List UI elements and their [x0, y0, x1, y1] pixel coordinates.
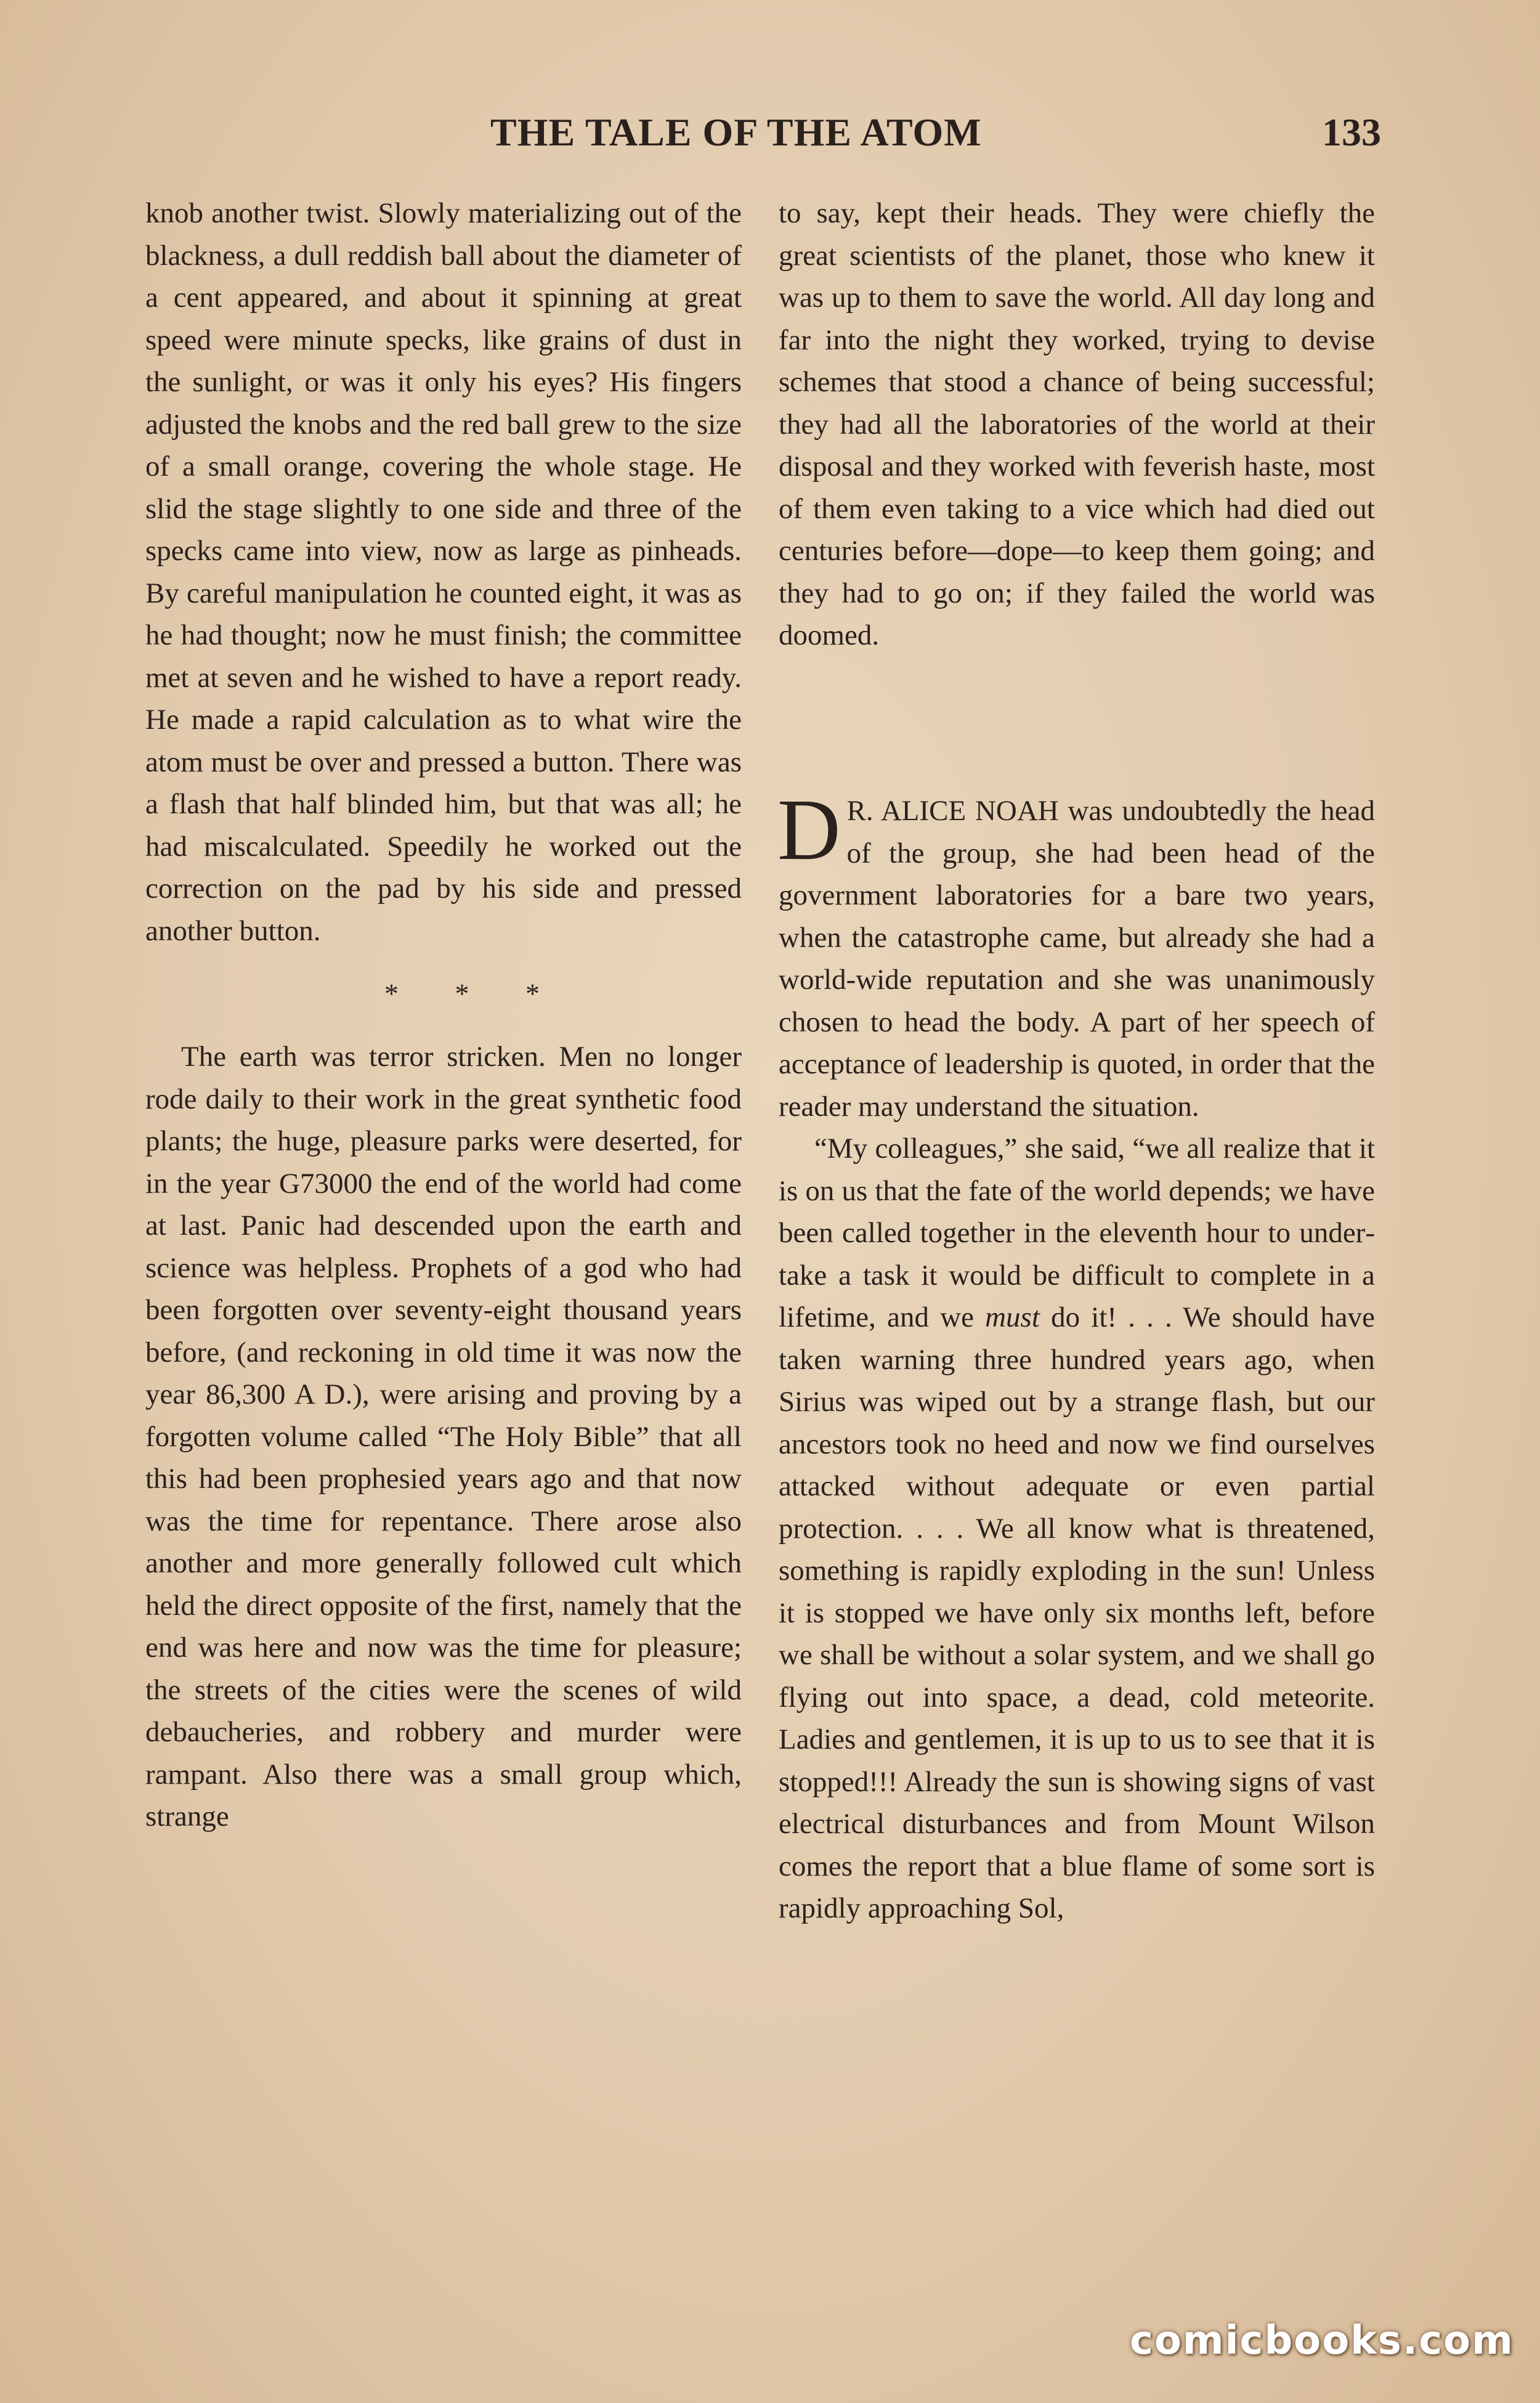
paragraph: The earth was terror stricken. Men no longer rode daily to their work in the great synthetic food plants; the huge, pleasure parks were deserted, for in the year G73000 the end of the world had come at last. Panic had descended upon the earth and science was helpless. Prophets of a god who had been forgotten over seventy-eight thousand years before, (and reckoning in old time it was now the year 86,300 A D.), were arising and proving by a forgotten volume called “The Holy Bible” that all this had been prophesied years ago and that now was the time for repentance. There arose also another and more generally followed cult which held the direct opposite of the first, namely that the end was here and now was the time for pleasure; the streets of the cities were the scenes of wild debaucheries, and robbery and murder were rampant. Also there was a small group which, strange [145, 1041, 742, 1832]
paragraph-text: R. ALICE NOAH was undoubtedly the head of the group, she had been head of the government laboratories for a bare two years, when the catastrophe came, but already she had a world-wide reputation and she was unanimously chosen to head the body. A part of her speech of acceptance of leadership is quoted, in order that the reader may understand the situation. [779, 795, 1375, 1123]
left-column [145, 192, 742, 1838]
page-header [0, 110, 1540, 165]
right-column-top [779, 192, 1375, 657]
running-title: THE TALE OF THE ATOM [490, 110, 982, 154]
paragraph: knob another twist. Slowly materializing out of the blackness, a dull reddish ball about the diameter of a cent appeared, and about it spinning at great speed were minute specks, like grains of dust in the sunlight, or was it only his eyes? His fingers adjusted the knobs and the red ball grew to the size of a small orange, covering the whole stage. He slid the stage slightly to one side and three of the specks came into view, now as large as pinheads. By careful manipulation he counted eight, it was as he had thought; now he must finish; the committee met at seven and he wished to have a report ready. He made a rapid calculation as to what wire the atom must be over and pressed a button. There was a flash that half blinded him, but that was all; he had miscalculated. Speedily he worked out the correction on the pad by his side and pressed another button. [145, 197, 742, 947]
emphasis: must [985, 1301, 1040, 1333]
speech-paragraph [779, 1128, 1375, 1930]
speech-text-end: do it! . . . We should have taken warning three hundred years ago, when Sirius was wiped out by a strange flash, but our ancestors took no heed and now we find ourselves attacked without adequate or even partial protection. . . . We all know what is threatened, something is rapidly exploding in the sun! Unless it is stopped we have only six months left, before we shall be without a solar system, and we shall go flying out into space, a dead, cold meteorite. Ladies and gentlemen, it is up to us to see that it is stopped!!! Already the sun is showing signs of vast electrical disturbances and from Mount Wilson comes the report that a blue flame of some sort is rapidly approaching Sol, [779, 1301, 1376, 1924]
speech-text-start: “My colleagues,” she said, “we all realize that it is on us that the fate of the world depends; we have been called together in the eleventh hour to undertake a task it would be difficult to complete in a lifetime, and we [779, 1132, 1375, 1333]
right-column-bottom [777, 781, 1376, 1930]
watermark: comicbooks.com [1130, 2318, 1514, 2364]
section-break: * * * [384, 978, 564, 1009]
paragraph-with-dropcap [777, 781, 1375, 1128]
page-number: 133 [1322, 110, 1381, 154]
paragraph: to say, kept their heads. They were chiefly the great scientists of the planet, those who knew it was up to them to save the world. All day long and far into the night they worked, trying to devise schemes that stood a chance of being successful; they had all the laboratories of the world at their disposal and they worked with feverish haste, most of them even taking to a vice which had died out centuries before—dope—to keep them going; and they had to go on; if they failed the world was doomed. [779, 197, 1375, 651]
drop-cap: D [777, 781, 841, 878]
